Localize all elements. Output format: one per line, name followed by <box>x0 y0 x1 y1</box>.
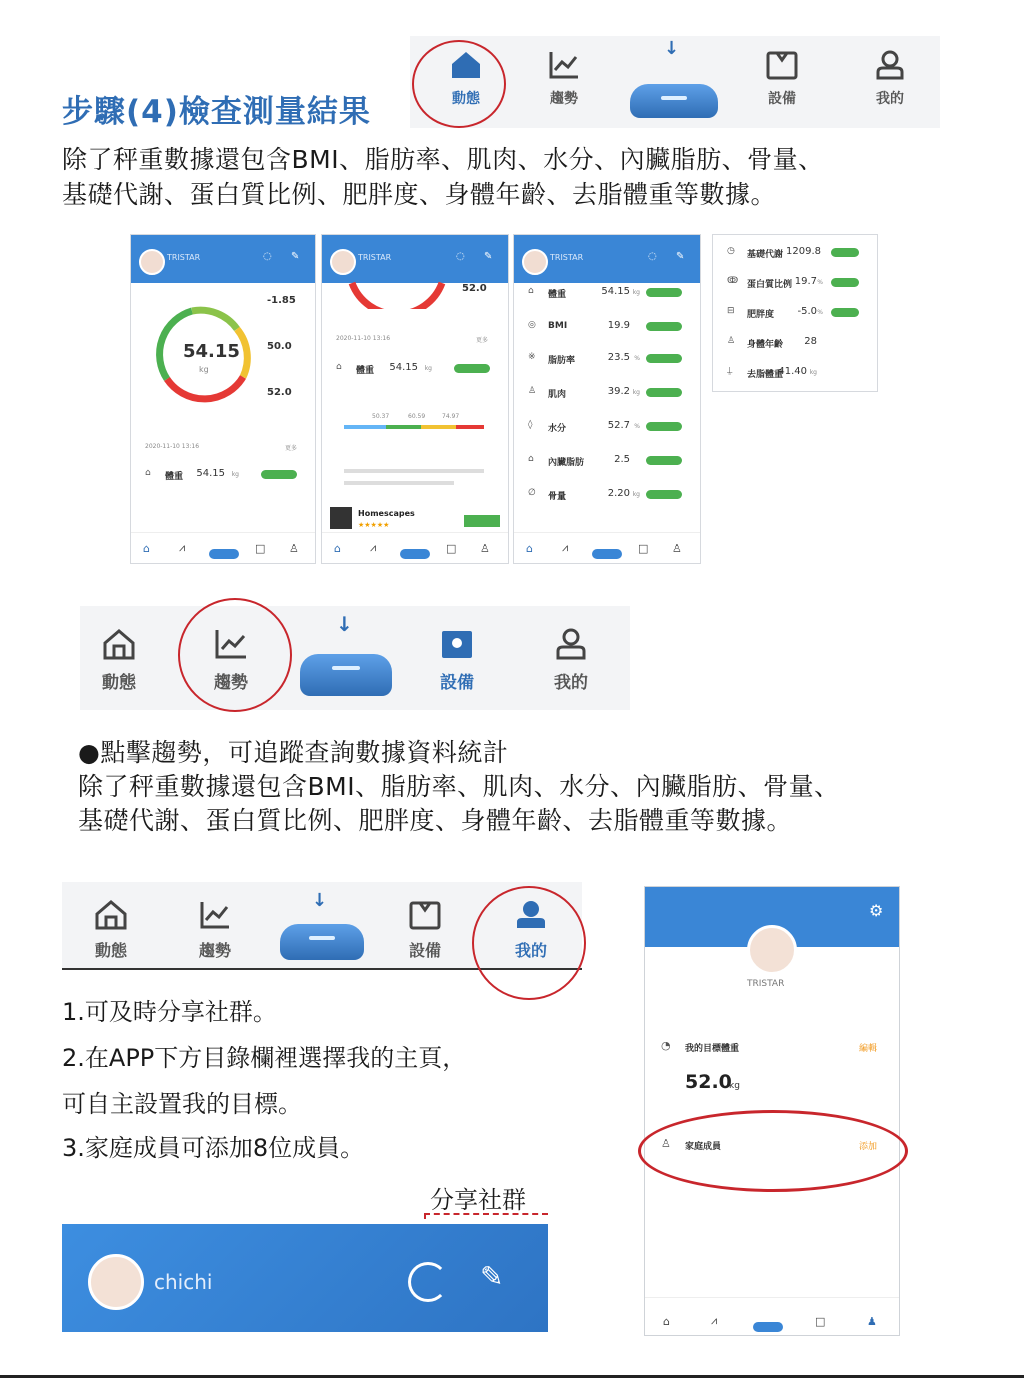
edit-icon[interactable]: ✎ <box>291 251 300 262</box>
ad-title[interactable]: Homescapes <box>358 509 415 518</box>
bottom-nav <box>645 1297 899 1336</box>
avatar <box>522 249 548 275</box>
tab-trend-label: 趨勢 <box>550 91 578 107</box>
edit-icon[interactable]: ✎ <box>484 251 493 262</box>
tab-device-label: 設備 <box>440 673 474 693</box>
metric-name: 水分 <box>548 424 567 434</box>
app-screen-detail <box>321 234 509 564</box>
tab-trend-label: 趨勢 <box>214 673 248 693</box>
metric-name: 體重 <box>548 290 567 300</box>
list-item-family: 3.家庭成員可添加8位成員。 <box>62 1134 365 1162</box>
tab-me[interactable] <box>864 50 916 108</box>
gauge-value: 54.15 <box>183 341 240 362</box>
user-name: chichi <box>154 1270 213 1294</box>
status-badge <box>646 288 682 297</box>
scale-tick-1: 50.37 <box>372 413 390 420</box>
tab-device[interactable] <box>756 50 808 108</box>
weight-value: 54.15 <box>196 468 225 479</box>
more-link[interactable]: 更多 <box>285 445 298 452</box>
metric-icon: ⌂ <box>528 286 534 296</box>
metric-row[interactable] <box>524 283 690 303</box>
metric-unit: % <box>634 355 640 362</box>
metric-name: 蛋白質比例 <box>747 280 793 290</box>
trend-line-1: 除了秤重數據還包含BMI、脂肪率、肌肉、水分、內臟脂肪、骨量、 <box>78 772 840 801</box>
list-item-goal: 可自主設置我的目標。 <box>62 1090 302 1118</box>
goal-edit-link[interactable]: 編輯 <box>859 1044 878 1054</box>
user-icon[interactable]: ♟ <box>867 1315 877 1328</box>
scale-icon[interactable] <box>300 654 392 696</box>
metric-name: 骨量 <box>548 492 567 502</box>
app-name: TRISTAR <box>167 253 201 262</box>
bottom-nav <box>322 532 508 563</box>
tab-me-label: 我的 <box>876 91 904 107</box>
down-arrow-icon: ↓ <box>312 890 328 911</box>
list-item-homepage: 2.在APP下方目錄欄裡選擇我的主頁， <box>62 1044 467 1072</box>
user-icon <box>553 628 589 660</box>
trend-icon[interactable]: ⩘ <box>370 541 377 554</box>
device-icon <box>439 628 475 660</box>
trend-icon <box>547 50 581 80</box>
metric-icon: ◎ <box>528 320 536 330</box>
range-bar <box>344 425 484 429</box>
metric-value: 39.2 <box>607 386 630 397</box>
weight-label: 體重 <box>165 472 184 482</box>
app-name: TRISTAR <box>747 979 785 989</box>
status-badge <box>831 308 859 317</box>
tab-home[interactable] <box>94 628 144 693</box>
metric-unit: kg <box>632 491 640 498</box>
status-badge <box>831 248 859 257</box>
ad-install-button[interactable] <box>464 515 500 527</box>
metric-value: 2.5 <box>614 454 630 465</box>
scale-icon[interactable] <box>280 924 364 960</box>
scale-tick-3: 74.97 <box>442 413 460 420</box>
device-icon[interactable]: □ <box>255 542 266 555</box>
home-icon <box>94 900 128 930</box>
home-icon[interactable]: ⌂ <box>663 1315 670 1328</box>
family-label: 家庭成員 <box>685 1142 722 1152</box>
scale-icon[interactable] <box>592 549 622 559</box>
metric-value: 19.7 <box>794 276 817 287</box>
status-badge <box>646 422 682 431</box>
metric-icon: ⍊ <box>727 366 733 376</box>
tab-home-label: 動態 <box>94 941 127 960</box>
avatar[interactable] <box>88 1254 144 1310</box>
settings-icon[interactable]: ⚙ <box>869 901 884 920</box>
metric-unit: kg <box>809 369 817 376</box>
intro-line-1: 除了秤重數據還包含BMI、脂肪率、肌肉、水分、內臟脂肪、骨量、 <box>62 145 824 174</box>
metric-row[interactable] <box>723 273 867 293</box>
share-icon[interactable]: ◌ <box>263 251 272 262</box>
metric-unit: % <box>817 279 823 286</box>
ad-thumbnail[interactable] <box>330 507 352 529</box>
user-icon[interactable]: ♙ <box>672 542 682 555</box>
metric-value: 23.5 <box>607 352 630 363</box>
scale-icon[interactable] <box>753 1322 783 1332</box>
app-screen-metrics <box>513 234 701 564</box>
tab-me-label: 我的 <box>514 941 547 960</box>
gauge-arc <box>342 279 452 309</box>
status-badge <box>831 278 859 287</box>
metric-name: 肌肉 <box>548 390 567 400</box>
metric-row[interactable] <box>524 451 690 471</box>
family-icon: ♙ <box>661 1137 671 1150</box>
tab-device-label: 設備 <box>408 941 441 960</box>
metric-value: 54.15 <box>601 286 630 297</box>
device-icon <box>408 900 442 930</box>
side-value-2: 50.0 <box>267 341 292 352</box>
tab-home-label: 動態 <box>452 91 480 107</box>
status-badge <box>261 470 297 479</box>
trend-icon[interactable]: ⩘ <box>711 1314 718 1327</box>
metric-name: 去脂體重 <box>747 370 784 380</box>
profile-header <box>62 1224 548 1332</box>
metric-value: 19.9 <box>607 320 630 331</box>
metric-name: 肥胖度 <box>747 310 775 320</box>
app-screen-metrics-more <box>712 234 878 392</box>
metric-icon: ⌂ <box>528 454 534 464</box>
weight-label: 體重 <box>356 366 375 376</box>
weight-row <box>141 465 305 485</box>
tab-trend-label: 趨勢 <box>198 941 231 960</box>
edit-icon[interactable]: ✎ <box>676 251 685 262</box>
tab-device[interactable] <box>432 628 482 693</box>
home-icon[interactable]: ⌂ <box>526 542 533 555</box>
text-placeholder <box>344 469 484 473</box>
status-badge <box>646 354 682 363</box>
scale-tick-2: 60.59 <box>408 413 426 420</box>
metric-unit: kg <box>632 389 640 396</box>
home-icon: ⌂ <box>145 468 151 478</box>
avatar[interactable] <box>747 925 797 975</box>
scale-icon[interactable] <box>630 84 718 118</box>
metric-name: 脂肪率 <box>548 356 576 366</box>
home-icon: ⌂ <box>336 362 342 372</box>
intro-line-2: 基礎代謝、蛋白質比例、肥胖度、身體年齡、去脂體重等數據。 <box>62 180 777 209</box>
down-arrow-icon: ↓ <box>336 612 353 636</box>
metric-row[interactable] <box>524 349 690 369</box>
side-value-1: -1.85 <box>267 295 296 306</box>
highlight-circle-trend <box>178 598 292 712</box>
callout-line <box>424 1213 548 1215</box>
trend-icon <box>198 900 232 930</box>
app-screen-dashboard <box>130 234 316 564</box>
metric-value: 28 <box>804 336 817 347</box>
metric-row[interactable] <box>524 317 690 337</box>
home-icon[interactable]: ⌂ <box>334 542 341 555</box>
trend-bullet: ●點擊趨勢，可追蹤查詢數據資料統計 <box>78 738 509 767</box>
more-link[interactable]: 更多 <box>476 337 489 344</box>
user-icon <box>873 50 907 80</box>
highlight-ellipse-family <box>638 1110 908 1192</box>
device-icon[interactable]: □ <box>638 542 649 555</box>
tab-me-label: 我的 <box>554 673 588 693</box>
side-value-3: 52.0 <box>267 387 292 398</box>
metric-name: BMI <box>548 321 568 331</box>
weight-value: 54.15 <box>389 362 418 373</box>
status-badge <box>646 388 682 397</box>
metric-row[interactable] <box>524 417 690 437</box>
tab-trend[interactable] <box>192 900 238 961</box>
edit-icon[interactable]: ✎ <box>480 1260 504 1293</box>
device-icon <box>765 50 799 80</box>
text-placeholder <box>344 481 454 485</box>
metric-icon: ⊟ <box>727 306 735 316</box>
metric-row[interactable] <box>524 383 690 403</box>
gauge-unit: kg <box>199 365 209 374</box>
metric-name: 內臟脂肪 <box>548 458 585 468</box>
metric-icon: ※ <box>528 352 536 362</box>
trend-icon[interactable]: ⩘ <box>179 541 186 554</box>
family-add-link[interactable]: 添加 <box>859 1142 878 1152</box>
status-badge <box>454 364 490 373</box>
highlight-circle-home <box>412 40 506 128</box>
metric-row[interactable] <box>524 485 690 505</box>
weight-unit: kg <box>424 365 432 372</box>
divider <box>0 1375 1024 1378</box>
metric-icon: ◷ <box>727 246 735 256</box>
share-icon[interactable]: ◌ <box>648 251 657 262</box>
avatar <box>330 249 356 275</box>
share-callout-label: 分享社群 <box>430 1186 526 1214</box>
app-name: TRISTAR <box>550 253 584 262</box>
metric-icon: ♙ <box>727 336 736 346</box>
tab-me[interactable] <box>546 628 596 693</box>
trend-icon[interactable]: ⩘ <box>562 541 569 554</box>
tab-home-label: 動態 <box>102 673 136 693</box>
device-icon[interactable]: □ <box>446 542 457 555</box>
tab-home[interactable] <box>88 900 134 961</box>
metric-icon: ∅ <box>528 488 536 498</box>
weight-row <box>332 359 498 379</box>
metric-row[interactable] <box>723 243 867 263</box>
device-icon[interactable]: □ <box>815 1315 826 1328</box>
metric-value: 41.40 <box>778 366 807 377</box>
metric-icon: ♙ <box>528 386 537 396</box>
metric-value: 2.20 <box>607 488 630 499</box>
user-icon[interactable]: ♙ <box>289 542 299 555</box>
metric-name: 基礎代謝 <box>747 250 784 260</box>
goal-label: 我的目標體重 <box>685 1044 740 1054</box>
page-title: 步驟(4)檢查測量結果 <box>62 94 371 130</box>
metric-unit: kg <box>632 289 640 296</box>
share-icon[interactable]: ◌ <box>456 251 465 262</box>
trend-line-2: 基礎代謝、蛋白質比例、肥胖度、身體年齡、去脂體重等數據。 <box>78 806 793 835</box>
status-badge <box>646 456 682 465</box>
share-icon[interactable] <box>408 1262 448 1302</box>
weight-unit: kg <box>231 471 239 478</box>
metric-value: -5.0 <box>797 306 817 317</box>
highlight-circle-me <box>472 886 586 1000</box>
goal-value: 52.0 <box>685 1071 732 1093</box>
status-badge <box>646 322 682 331</box>
goal-unit: kg <box>729 1081 740 1091</box>
tab-trend[interactable] <box>538 50 590 108</box>
metric-unit: % <box>817 309 823 316</box>
metric-name: 身體年齡 <box>747 340 784 350</box>
measure-date: 2020-11-10 13:16 <box>145 443 200 450</box>
bottom-nav <box>131 532 315 563</box>
metric-row[interactable] <box>723 363 867 383</box>
goal-icon: ◔ <box>661 1039 671 1052</box>
app-name: TRISTAR <box>358 253 392 262</box>
metric-unit: % <box>634 423 640 430</box>
metric-icon: ↂ <box>727 276 739 286</box>
metric-value: 1209.8 <box>786 246 821 257</box>
avatar <box>139 249 165 275</box>
scale-icon[interactable] <box>209 549 239 559</box>
home-icon[interactable]: ⌂ <box>143 542 150 555</box>
metric-row[interactable] <box>723 303 867 323</box>
ad-rating: ★★★★★ <box>358 521 390 529</box>
tab-device[interactable] <box>402 900 448 961</box>
tab-device-label: 設備 <box>768 91 796 107</box>
bottom-nav <box>514 532 700 563</box>
top-value: 52.0 <box>462 283 487 294</box>
trend-tab-bar <box>80 606 630 710</box>
scale-icon[interactable] <box>400 549 430 559</box>
metric-icon: ◊ <box>528 420 533 430</box>
down-arrow-icon: ↓ <box>664 38 680 59</box>
list-item-share: 1.可及時分享社群。 <box>62 998 277 1026</box>
user-icon[interactable]: ♙ <box>480 542 490 555</box>
measure-date: 2020-11-10 13:16 <box>336 335 391 342</box>
home-icon <box>101 628 137 660</box>
metric-value: 52.7 <box>607 420 630 431</box>
metric-row[interactable] <box>723 333 867 353</box>
status-badge <box>646 490 682 499</box>
